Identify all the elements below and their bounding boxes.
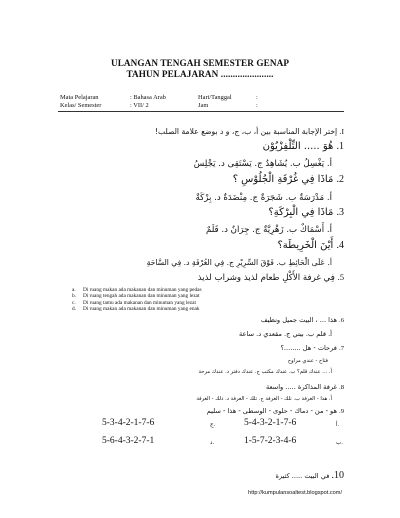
question-3: 3. مَاذَا فِي الْبِرْكَةِ؟: [268, 207, 344, 218]
question-8: 8. غرفة المذاكرة ..... واسعة: [265, 383, 344, 391]
seq-a-label: أ.: [336, 422, 340, 428]
option-b: b. Di ruang tengah ada makanan dan minuman yang lezat: [72, 293, 200, 300]
question-9: 9. هو - من - دماك - حلوى - الوسطى - هذا - سليم: [206, 407, 344, 415]
question-7: 7. فرحات - هل ........؟: [280, 344, 344, 352]
seq-d-value: 5-6-4-3-2-7-1: [102, 436, 155, 446]
time-value: :: [256, 102, 258, 110]
option-d: d. Di ruang makan ada makanan dan minuman yang enak: [72, 306, 200, 313]
question-2-options: أ. مَدْرَسَةٌ ب. شَجَرَةٌ ج. مِنْضَدَةٌ د. بِرْكَةٌ: [195, 193, 332, 203]
exam-title: ULANGAN TENGAH SEMESTER GENAP: [110, 58, 290, 68]
option-a: a. Di ruang makan ada makanan dan minuman yang pedas: [72, 287, 202, 293]
header-divider: [58, 111, 344, 112]
class-label: Kelas/ Semester: [60, 102, 102, 110]
exam-year: TAHUN PELAJARAN ......................: [126, 69, 274, 79]
question-2: 2. مَاذَا فِي غُرْفَةِ الْجُلُوْسِ ؟: [232, 174, 344, 185]
day-label: Hari/Tanggal: [198, 94, 232, 101]
question-6: 6. هذا ... ، البيت جميل ونظيف: [260, 316, 344, 324]
footer-url: http://kumpulansoaltest.blogspot.com/: [248, 490, 342, 496]
question-7-note: فتاح - عندي مراوح: [287, 358, 328, 364]
seq-c-label: ج.: [210, 422, 216, 428]
seq-b-value: 1-5-7-2-3-4-6: [244, 436, 297, 446]
question-5: 5. فِي غرفة الأَكْلِ طعام لذيذ وشراب لذيذ: [197, 272, 344, 283]
seq-a-value: 5-4-3-2-1-7-6: [244, 418, 297, 428]
seq-b-label: ب.: [336, 440, 343, 446]
question-8-options: أ. هذا - الغرفة ب. تلك - الغرفة ج. تلك - الغرفة د. ذلك - الغرفة: [196, 396, 332, 402]
question-4-options: أ. عَلَى الْحَائِطِ ب. فَوْقَ السِّرِيْرِ ج. فِي الغُرْفَةِ د. فِي السَّاحَةِ: [146, 258, 332, 267]
question-3-options: أ. أَسْمَاكٌ ب. زَهْرِيَّةٌ ج. جِرَانٌ د. قَلَمٌ: [205, 225, 332, 235]
subject-value: : Bahasa Arab: [130, 94, 166, 101]
subject-label: Mata Pelajaran: [60, 94, 99, 101]
question-1: 1. هُوَ ..... التِّلْفِزْيُوْن: [262, 141, 344, 152]
time-label: Jam: [198, 102, 209, 110]
question-1-options: أ. يَغْسِلُ ب. يُشَاهِدُ ج. يَسْتَقِى د. يَجْلِسُ: [193, 159, 332, 169]
question-10: 10. في البيت ..... كثيرة: [275, 470, 344, 481]
seq-c-value: 5-3-4-2-1-7-6: [102, 418, 155, 428]
seq-d-label: د.: [210, 440, 215, 446]
instruction-text: إختر الإجابة المناسبة بين أ، ب، ج، و د بوضع علامة الصلب!: [155, 127, 338, 136]
exam-info: [60, 94, 258, 111]
section-instruction: [155, 127, 344, 136]
class-value: : VII/ 2: [130, 102, 149, 110]
option-c: c. Di ruang tamu ada makanan dan minuman yang lezat: [72, 299, 196, 306]
question-7-options: أ. ... عندك قلم؟ ب. عندك مكتب ج. عندك دفتر د. عندك مرحة: [198, 369, 332, 375]
question-5-options: [72, 287, 202, 313]
day-value: :: [256, 94, 258, 101]
question-6-options: أ. قلم ب. بيتي ج. مقعدي د. ساعة: [239, 330, 332, 338]
section-number: I.: [339, 127, 344, 136]
question-4: 4. أَيْنَ الْخَرِيطَة؟: [277, 240, 344, 251]
